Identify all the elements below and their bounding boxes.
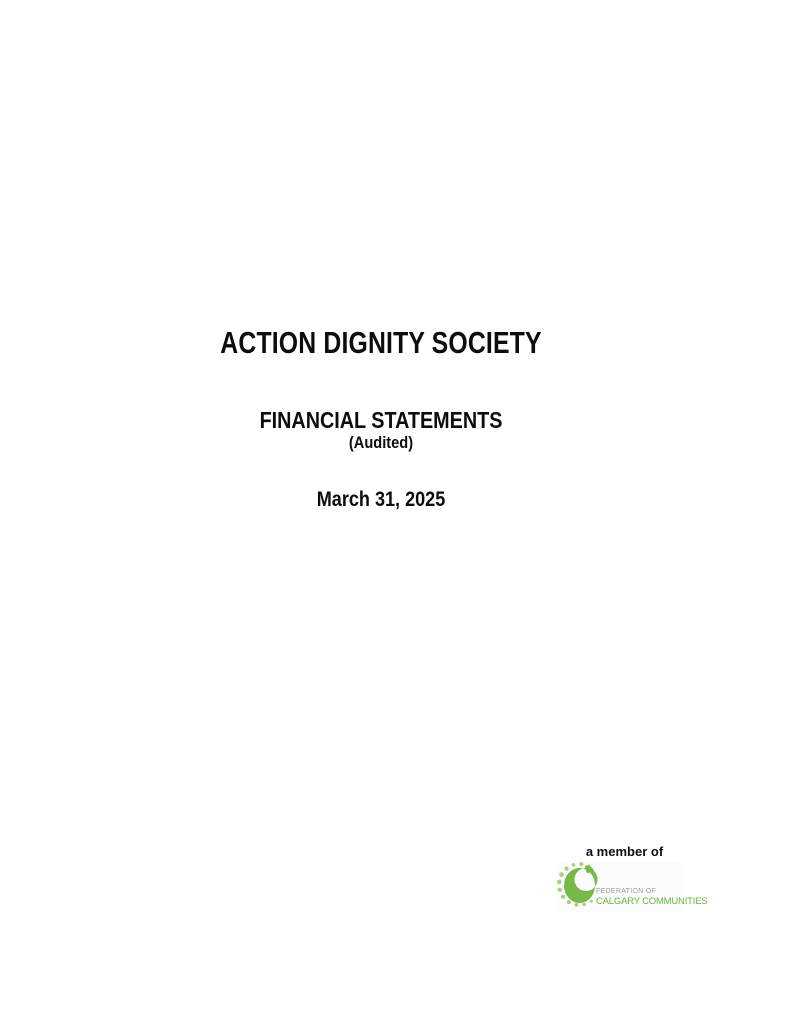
audited-note: (Audited) xyxy=(348,433,414,452)
member-of-label: a member of xyxy=(585,844,664,859)
document-title: ACTION DIGNITY SOCIETY xyxy=(220,325,542,360)
calgary-communities-label: CALGARY COMMUNITIES xyxy=(596,896,708,907)
document-subtitle: FINANCIAL STATEMENTS xyxy=(259,407,503,433)
federation-of-label: FEDERATION OF xyxy=(596,888,657,895)
membership-footer xyxy=(553,844,708,912)
statement-date: March 31, 2025 xyxy=(316,488,446,511)
federation-calgary-communities-logo xyxy=(558,862,708,912)
federation-logo-text xyxy=(596,888,707,908)
